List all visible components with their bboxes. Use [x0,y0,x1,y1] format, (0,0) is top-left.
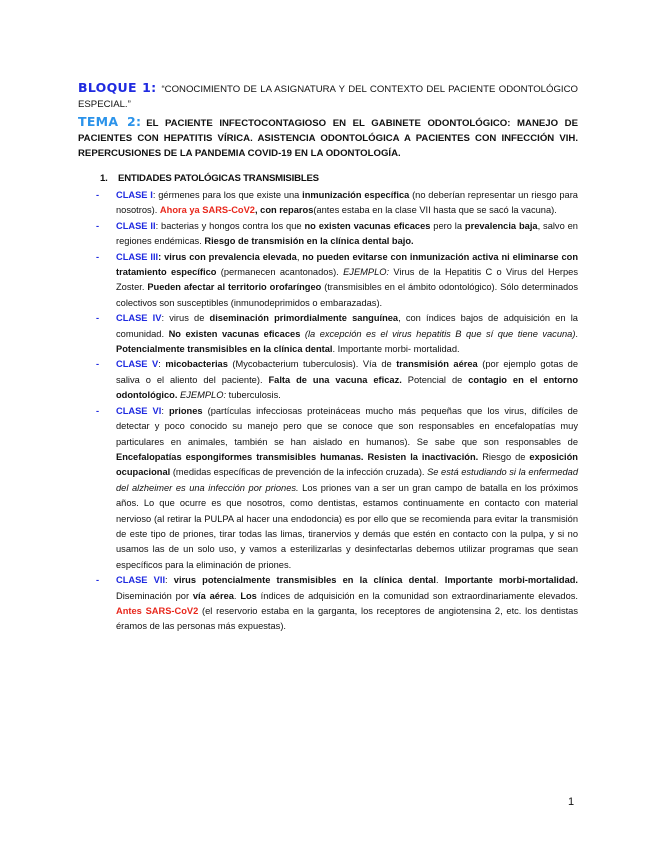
highlight-text: Ahora ya SARS-CoV2 [159,205,255,216]
tema-title: EL PACIENTE INFECTOCONTAGIOSO EN EL GABINETE ODONTOLÓGICO: MANEJO DE PACIENTES CON HEPATITIS VÍRICA. ASISTENCIA ODONTOLÓGICA A PACIENTES CON INFECCIÓN VIH. REPERCUSIONES DE LA PANDEMIA COVID-19 EN LA ODONTOLOGÍA. [78,118,578,159]
body-text: (partículas infecciosas proteináceas mucho más pequeñas que los virus, difíciles de detectar y poco conocido su manejo pero que se conoce que son responsables en encefalopatías muy particulares en animales, también se han aislado en humanos). Se sabe que son responsables de [116,405,578,447]
list-bullet: - [96,405,100,416]
section-heading [100,173,578,184]
bold-text: , con reparos [254,205,314,216]
class-list [78,188,578,635]
italic-text: EJEMPLO: [180,390,227,401]
body-text: : [158,359,166,370]
body-text: (el reservorio estaba en la garganta, los receptores de angiotensina 2, etc. los dentistas éramos de las personas más expuestas). [116,605,578,632]
bold-text: Falta de una vacuna eficaz. [268,374,402,385]
bold-text: micobacterias [165,359,228,370]
list-bullet: - [96,313,100,324]
body-text: índices de adquisición en la comunidad son extraordinariamente elevados. [256,590,579,601]
bold-text: Importante morbi-mortalidad. [444,575,579,586]
body-text: : [165,575,174,586]
list-bullet: - [96,575,100,586]
body-text: (antes estaba en la clase VII hasta que se sacó la vacuna). [313,205,557,216]
body-text: Riesgo de [478,451,530,462]
body-text: : gérmenes para los que existe una [152,190,303,200]
page-number: 1 [568,796,575,808]
body-text: Virus de la Hepatitis C o Virus del Herpes Zoster. [116,267,578,293]
body-text: Potencial de [401,374,469,385]
bold-text: vía aérea [192,590,234,601]
tema-tag: TEMA 2: [78,114,142,129]
section-number: 1. [100,173,108,184]
class-label: CLASE VII [116,575,166,586]
body-text: , salvo en regiones endémicas. [116,220,578,247]
bold-text: no pueden evitarse con inmunización activa ni eliminarse con tratamiento específico [116,251,578,278]
document-page [78,80,578,635]
bold-text: : virus con prevalencia elevada [158,251,297,262]
bold-text: exposición ocupacional [116,451,578,478]
body-text: , con índices bajos de adquisición en la comunidad. [116,313,578,339]
class-label: CLASE III [116,251,159,262]
body-text: (medidas específicas de prevención de la infección cruzada). [170,467,428,478]
bold-text: priones [168,405,203,416]
class-label: CLASE IV [116,313,162,324]
bloque-heading [78,80,578,112]
bold-text: contagio en el entorno odontológico. [116,374,579,401]
bold-text: Riesgo de transmisión en la clínica dental bajo. [204,236,414,247]
bold-text: diseminación primordialmente sanguínea [209,313,399,324]
section-title: ENTIDADES PATOLÓGICAS TRANSMISIBLES [118,173,319,184]
class-item [78,250,578,312]
list-bullet: - [96,220,100,231]
bloque-title: “CONOCIMIENTO DE LA ASIGNATURA Y DEL CONTEXTO DEL PACIENTE ODONTOLÓGICO ESPECIAL.” [78,84,578,110]
bloque-tag: BLOQUE 1: [78,80,157,95]
body-text: tuberculosis. [226,390,281,401]
body-text: : virus de [161,313,210,324]
bold-text: Encefalopatías espongiformes transmisibles humanas. Resisten la inactivación. [116,451,479,462]
bold-text: No existen vacunas eficaces [168,328,301,339]
class-item [78,219,578,250]
bold-text: Los [240,590,257,601]
class-item [78,188,578,219]
body-text: : [161,405,169,416]
class-label: CLASE I [116,190,153,200]
body-text: (transmisibles en el ámbito odontológico). Sólo determinados colectivos son susceptibles (inmunodeprimidos o embarazadas). [116,282,579,308]
italic-text: EJEMPLO: [343,267,390,278]
list-bullet: - [96,359,100,370]
body-text: Diseminación por [116,590,193,601]
bold-text: Potencialmente transmisibles en la clínica dental [116,344,333,355]
tema-heading [78,114,578,161]
class-item [78,573,578,635]
bold-text: transmisión aérea [396,359,478,370]
class-item [78,311,578,357]
bold-text: virus potencialmente transmisibles en la clínica dental [173,575,437,586]
body-text: Los priones van a ser un gran campo de batalla en los próximos años. Lo que ocurre es que nosotros, como dentistas, estamos continuamente en contacto con material nervioso (al retirar la PULPA al hacer una endodoncia) es por ello que se recomienda para evitar la transmisión de este tipo de priones, tirar todas las limas, tiranervios y demás que estén en contacto con la pulpa, y si no usamos las de un solo uso, y vamos a esterilizarlas y desinfectarlas debemos utilizar programas que sean específicos para la eliminación de priones. [116,482,578,570]
class-label: CLASE II [116,220,156,231]
body-text: (no deberían representar un riesgo para nosotros). [116,190,578,216]
class-label: CLASE VI [116,405,162,416]
body-text: . [575,328,579,339]
highlight-text: Antes SARS-CoV2 [116,605,199,616]
class-item [78,404,578,573]
body-text: (permanecen acantonados). [216,267,344,278]
italic-text: Se está estudiando si la enfermedad del alzheimer es una infección por priones. [116,467,579,493]
bold-text: inmunización específica [302,190,410,200]
body-text: . [436,575,445,586]
class-item [78,357,578,403]
list-bullet: - [96,251,100,262]
body-text: : bacterias y hongos contra los que [155,220,305,231]
bold-text: Pueden afectar al territorio orofaríngeo [147,282,322,293]
body-text: (por ejemplo gotas de saliva o el aliento del paciente). [116,359,579,385]
body-text: pero la [430,220,465,231]
body-text: (Mycobacterium tuberculosis). Vía de [227,359,397,370]
body-text: . Importante morbi- mortalidad. [332,344,460,355]
bold-text: no existen vacunas eficaces [304,220,431,231]
italic-text: (la excepción es el virus hepatitis B que sí que tiene vacuna) [304,328,576,339]
body-text: . [233,590,241,601]
bold-text: prevalencia baja [464,220,538,231]
list-bullet: - [96,190,100,200]
body-text: , [296,251,303,262]
class-label: CLASE V [116,359,159,370]
